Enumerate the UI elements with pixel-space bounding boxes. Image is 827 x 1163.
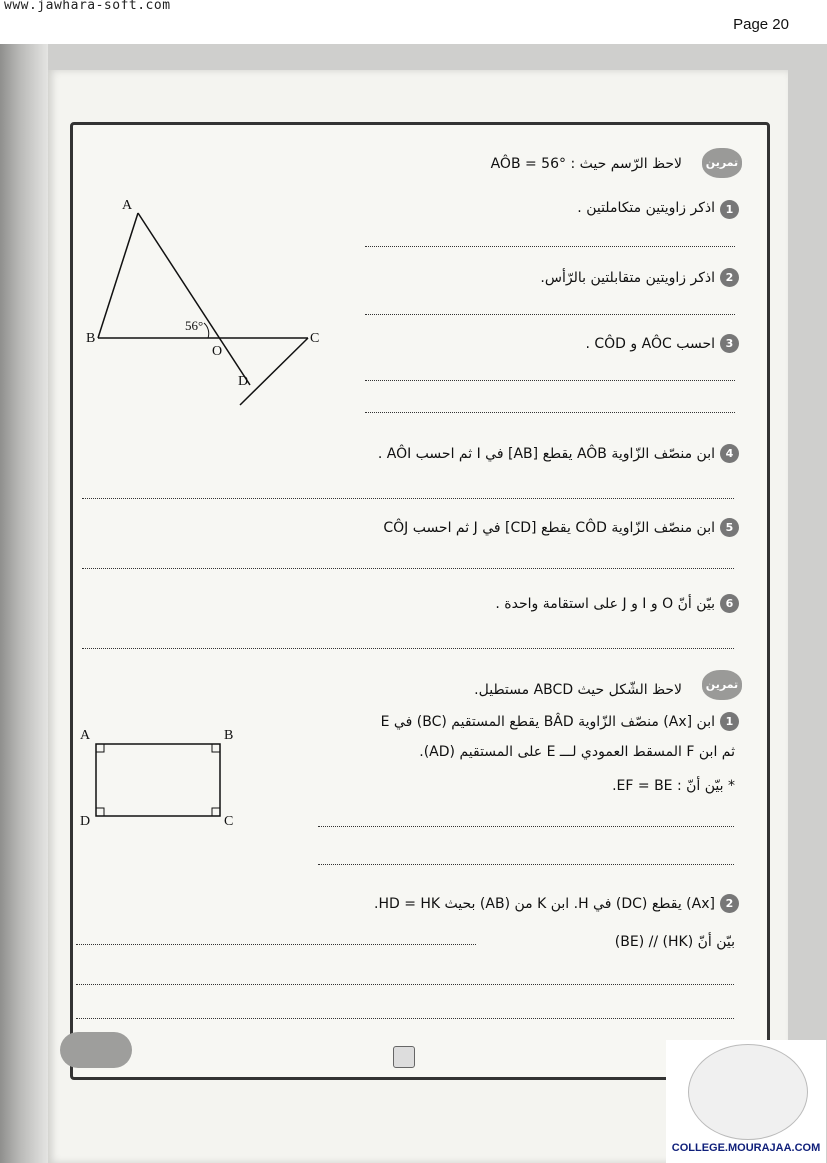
- point-a-label: A: [122, 198, 133, 213]
- site-url: www.jawhara-soft.com: [4, 0, 171, 13]
- question-number-1: 1: [720, 200, 739, 219]
- right-angle-mark: [212, 744, 220, 752]
- page-header: [0, 0, 827, 44]
- segment-ab: [98, 213, 138, 338]
- binder-edge: [0, 44, 48, 1163]
- triangle-figure: [80, 195, 330, 410]
- question-number-2: 2: [720, 894, 739, 913]
- logo-text: COLLEGE.MOURAJAA.COM: [671, 1142, 821, 1154]
- question-1-text: اذكر زاويتين متكاملتين .: [577, 200, 715, 216]
- page-number: Page 20: [733, 16, 789, 33]
- site-logo: [666, 1040, 826, 1163]
- right-angle-mark: [96, 808, 104, 816]
- question-5-text: ابن منصّف الزّاوية CÔD يقطع [CD] في J ثم احسب CÔJ: [383, 520, 715, 536]
- logo-emblem-icon: [688, 1044, 808, 1140]
- answer-line: [76, 984, 734, 985]
- angle-arc: [204, 323, 209, 338]
- rect-d-label: D: [80, 814, 91, 829]
- exercise-1-intro: لاحظ الرّسم حيث : AÔB = 56°: [490, 156, 682, 172]
- answer-line: [318, 864, 734, 865]
- answer-line: [76, 944, 476, 945]
- question-4-text: ابن منصّف الزّاوية AÔB يقطع [AB] في I ثم احسب AÔI .: [377, 446, 715, 462]
- angle-label: 56°: [185, 318, 204, 333]
- footer-badge: [60, 1032, 132, 1068]
- question-number-3: 3: [720, 334, 739, 353]
- question-2-text: اذكر زاويتين متقابلتين بالرّأس.: [540, 270, 715, 286]
- rect-b-label: B: [224, 728, 234, 743]
- question-number-5: 5: [720, 518, 739, 537]
- exercise-2-q2-line2: بيّن أنّ (HK) // (BE): [614, 934, 735, 950]
- answer-line: [82, 568, 734, 569]
- answer-line: [365, 412, 735, 413]
- rectangle-figure: [88, 732, 238, 832]
- answer-line: [318, 826, 734, 827]
- rectangle-abcd: [96, 744, 220, 816]
- point-d-label: D: [238, 374, 249, 389]
- exercise-2-q1-line3: * بيّن أنّ : EF = BE.: [612, 778, 735, 794]
- question-number-2: 2: [720, 268, 739, 287]
- page-icon: [393, 1046, 415, 1068]
- exercise-2-q2-line1: [Ax) يقطع (DC) في H. ابن K من (AB) بحيث HD = HK.: [373, 896, 715, 912]
- rect-a-label: A: [80, 728, 91, 743]
- segment-cd: [240, 338, 308, 405]
- point-b-label: B: [86, 331, 96, 346]
- right-angle-mark: [96, 744, 104, 752]
- question-3-text: احسب AÔC و CÔD .: [585, 336, 715, 352]
- point-o-label: O: [212, 344, 223, 359]
- question-number-4: 4: [720, 444, 739, 463]
- question-6-text: بيّن أنّ O و I و J على استقامة واحدة .: [495, 596, 715, 612]
- exercise-2-intro: لاحظ الشّكل حيث ABCD مستطيل.: [474, 682, 682, 698]
- exercise-2-q1-line1: ابن [Ax) منصّف الزّاوية BÂD يقطع المستقيم (BC) في E: [380, 714, 715, 730]
- answer-line: [365, 314, 735, 315]
- answer-line: [365, 380, 735, 381]
- point-c-label: C: [310, 331, 320, 346]
- right-angle-mark: [212, 808, 220, 816]
- question-number-6: 6: [720, 594, 739, 613]
- exercise-2-q1-line2: ثم ابن F المسقط العمودي لـــ E على المستقيم (AD).: [419, 744, 735, 760]
- answer-line: [82, 648, 734, 649]
- exercise-1-badge: تمرين: [702, 148, 742, 178]
- answer-line: [365, 246, 735, 247]
- question-number-1: 1: [720, 712, 739, 731]
- rect-c-label: C: [224, 814, 234, 829]
- answer-line: [82, 498, 734, 499]
- answer-line: [76, 1018, 734, 1019]
- segment-ad: [138, 213, 250, 385]
- exercise-2-badge: تمرين: [702, 670, 742, 700]
